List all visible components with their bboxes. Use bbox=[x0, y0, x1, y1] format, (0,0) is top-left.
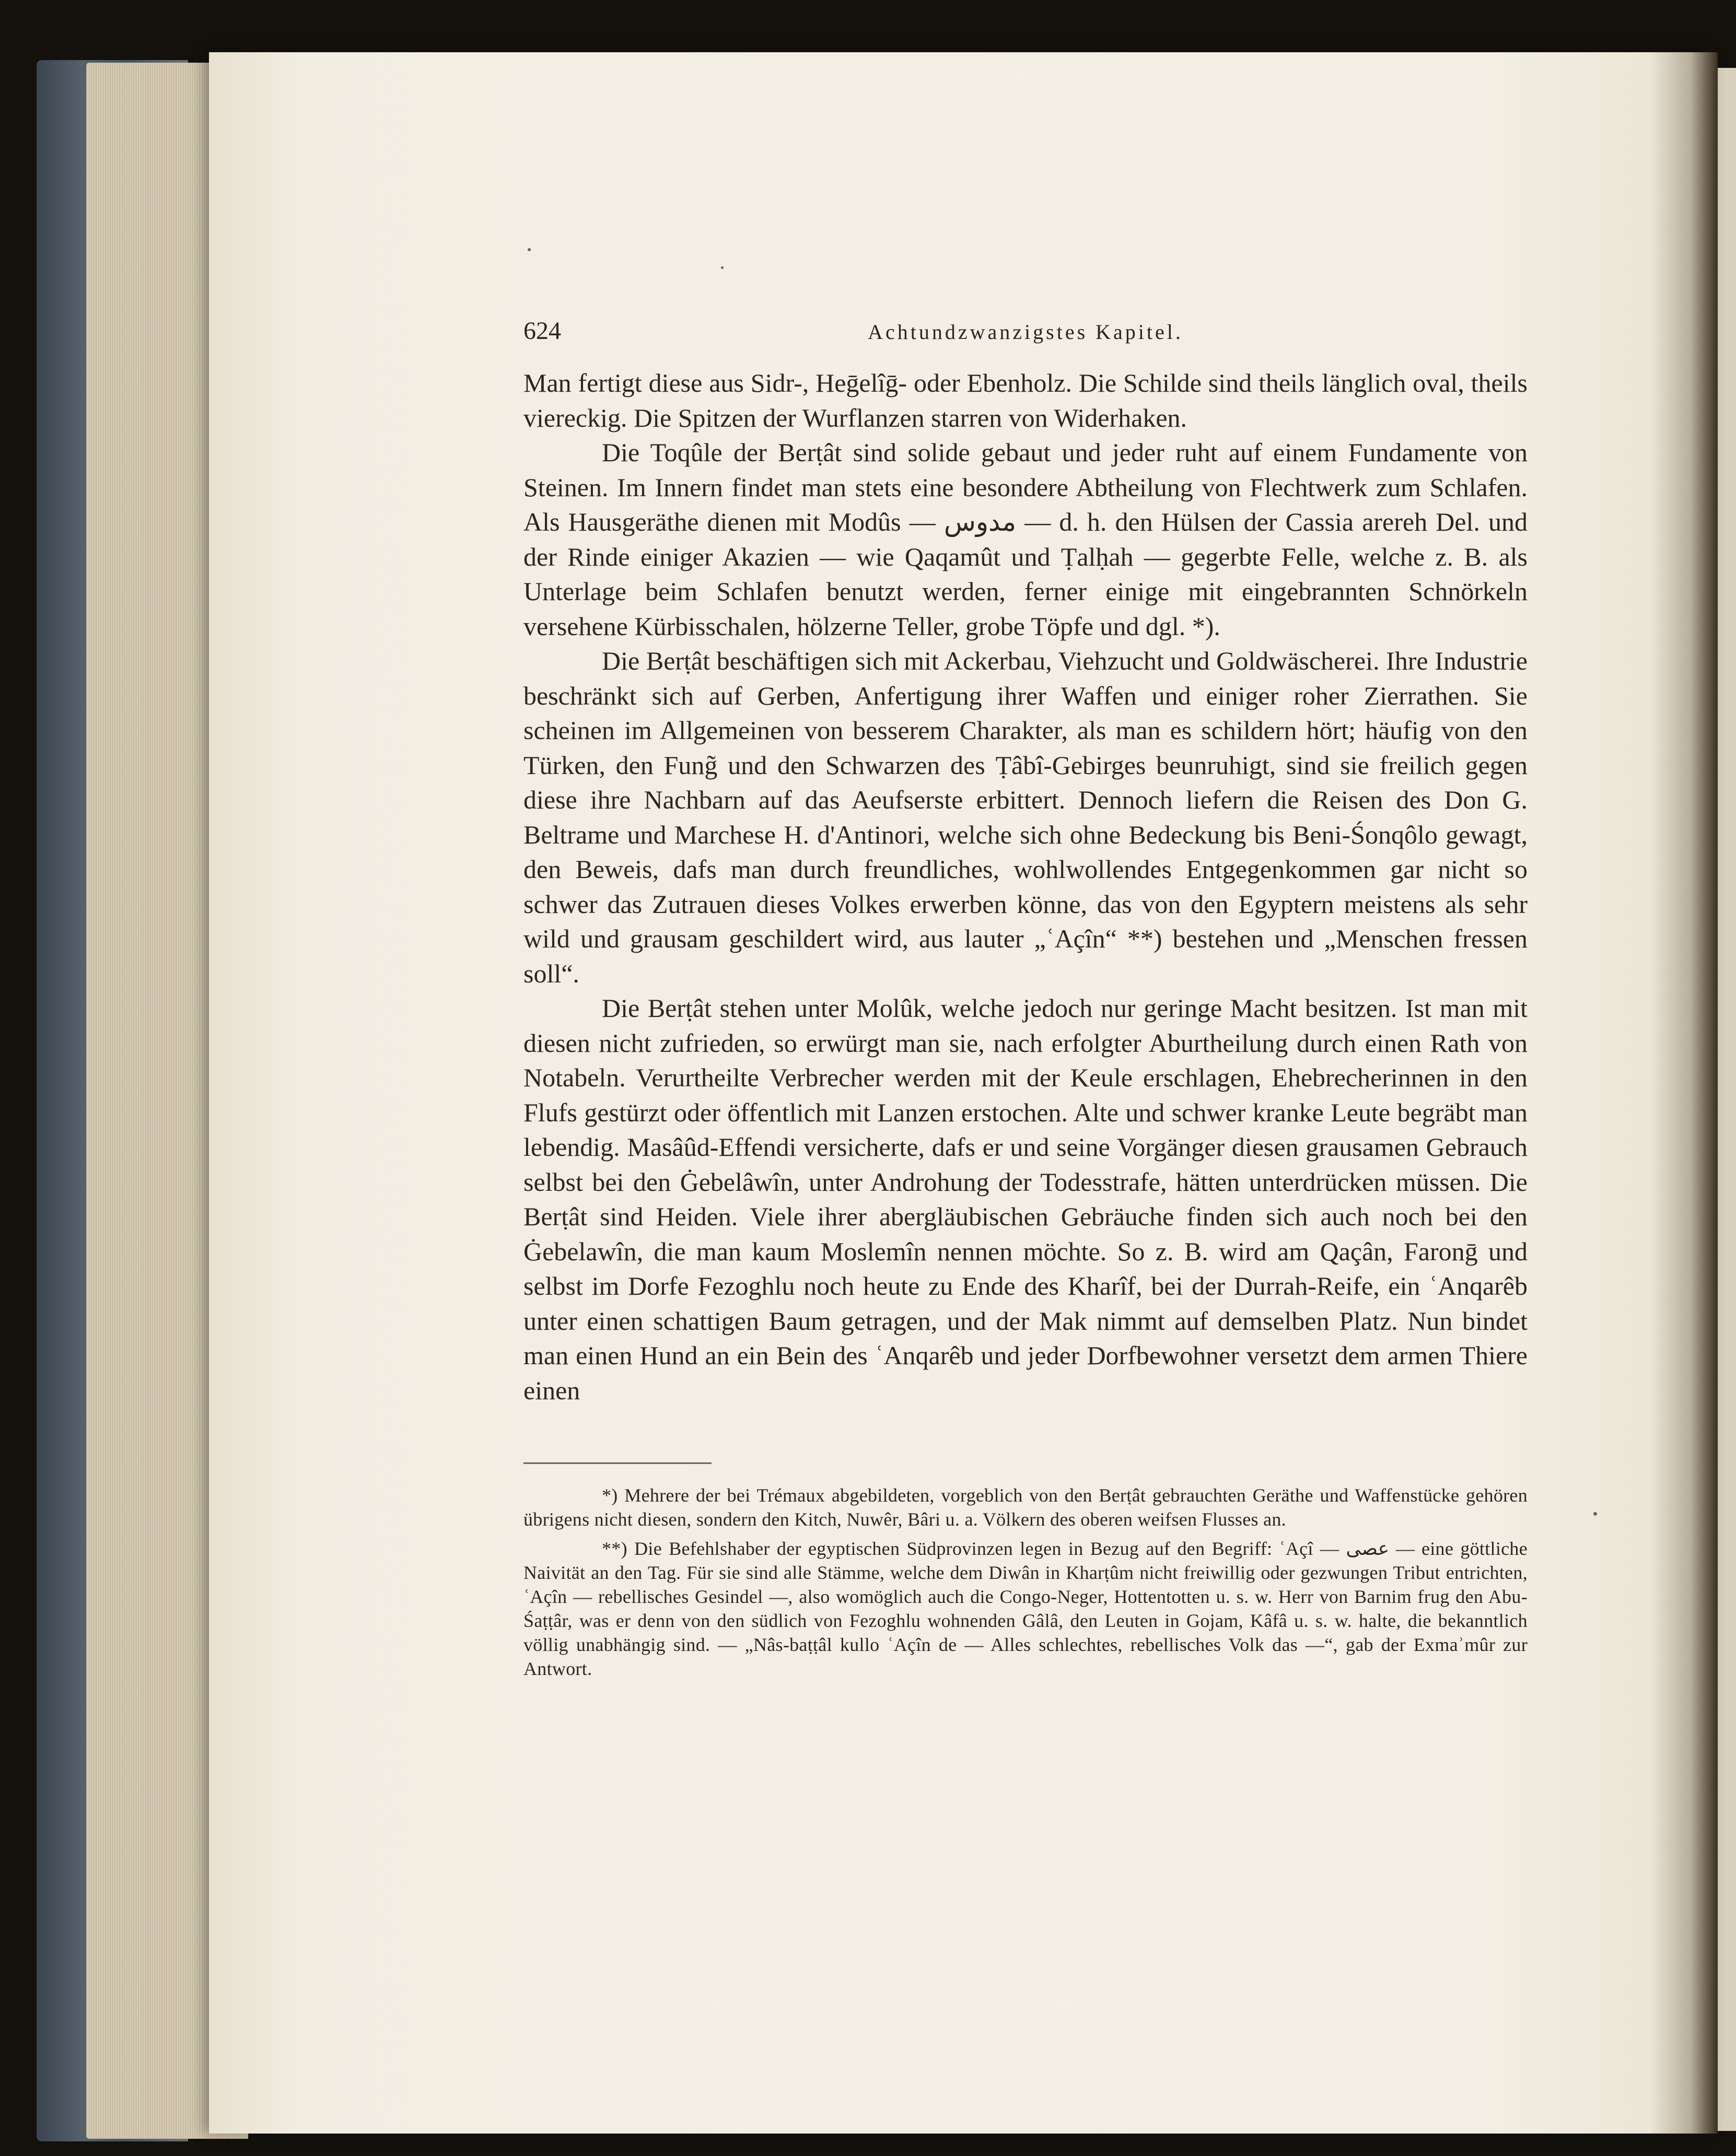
footnote: *) Mehrere der bei Trémaux abgebildeten, vorgeblich von den Berṭât gebrauchten Geräthe und Waffenstücke gehören übrigens nicht diesen, sondern den Kitch, Nuwêr, Bâri u. a. Völkern des oberen weifsen Flusses an. bbox=[523, 1485, 1528, 1530]
page-gutter-shadow bbox=[1650, 52, 1718, 2134]
paragraph: Die Toqûle der Berṭât sind solide gebaut und jeder ruht auf einem Fundamente von Steinen. Im Innern findet man stets eine besondere Abtheilung von Flechtwerk zum Schlafen. Als Hausgeräthe dienen mit Modûs — مدوس — d. h. den Hülsen der Cassia arereh Del. und der Rinde einiger Akazien — wie Qaqamût und Ṭalḥah — gegerbte Felle, welche z. B. als Unterlage beim Schlafen benutzt werden, ferner einige mit eingebrannten Schnörkeln versehene Kürbisschalen, hölzerne Teller, grobe Töpfe und dgl. *). bbox=[523, 438, 1528, 641]
paragraph: Man fertigt diese aus Sidr-, Heḡelîḡ- oder Ebenholz. Die Schilde sind theils länglich oval, theils viereckig. Die Spitzen der Wurflanzen starren von Widerhaken. bbox=[523, 368, 1528, 432]
page-number: 624 bbox=[523, 317, 561, 345]
body-text bbox=[523, 366, 1528, 1408]
paragraph: Die Berṭât stehen unter Molûk, welche jedoch nur geringe Macht besitzen. Ist man mit diesen nicht zufrieden, so erwürgt man sie, nach erfolgter Aburtheilung durch einen Rath von Notabeln. Verurtheilte Verbrecher werden mit der Keule erschlagen, Ehebrecherinnen in den Flufs gestürzt oder öffentlich mit Lanzen erstochen. Alte und schwer kranke Leute begräbt man lebendig. Masâûd-Effendi versicherte, dafs er und seine Vorgänger diesen grausamen Gebrauch selbst bei den Ġebelâwîn, unter Androhung der Todesstrafe, hätten unterdrücken müssen. Die Berṭât sind Heiden. Viele ihrer abergläubischen Gebräuche finden sich auch noch bei den Ġebelawîn, die man kaum Moslemîn nennen möchte. So z. B. wird am Qaçân, Faronḡ und selbst im Dorfe Fezoghlu noch heute zu Ende des Kharîf, bei der Durrah-Reife, ein ʿAnqarêb unter einen schattigen Baum getragen, und der Mak nimmt auf demselben Platz. Nun bindet man einen Hund an ein Bein des ʿAnqarêb und jeder Dorfbewohner versetzt dem armen Thiere einen bbox=[523, 993, 1528, 1405]
paragraph: Die Berṭât beschäftigen sich mit Ackerbau, Viehzucht und Goldwäscherei. Ihre Industrie beschränkt sich auf Gerben, Anfertigung ihrer Waffen und einiger roher Zierrathen. Sie scheinen im Allgemeinen von besserem Charakter, als man es schildern hört; häufig von den Türken, den Fung̃ und den Schwarzen des Ṭâbî-Gebirges beunruhigt, sind sie freilich gegen diese ihre Nachbarn auf das Aeufserste erbittert. Dennoch liefern die Reisen des Don G. Beltrame und Marchese H. d'Antinori, welche sich ohne Bedeckung bis Beni-Śonqôlo gewagt, den Beweis, dafs man durch freundliches, wohlwollendes Entgegenkommen gar nicht so schwer das Zutrauen dieses Volkes erwerben könne, das von den Egyptern meistens als sehr wild und grausam geschildert wird, aus lauter „ʿAçîn“ **) bestehen und „Menschen fressen soll“. bbox=[523, 646, 1528, 988]
paper-speck bbox=[1593, 1512, 1597, 1516]
paper-speck bbox=[721, 266, 724, 269]
chapter-title: Achtundzwanzigstes Kapitel. bbox=[868, 320, 1183, 344]
paper-speck bbox=[528, 248, 531, 251]
footnote-rule bbox=[523, 1462, 712, 1464]
running-head bbox=[523, 317, 1528, 358]
footnote: **) Die Befehlshaber der egyptischen Südprovinzen legen in Bezug auf den Begriff: ʿAçî — عصى — eine göttliche Naivität an den Tag. Für sie sind alle Stämme, welche dem Diwân in Kharṭûm nicht freiwillig oder gezwungen Tribut entrichten, ʿAçîn — rebellisches Gesindel —, also womöglich auch die Congo-Neger, Hottentotten u. s. w. Herr von Barnim frug den Abu-Śaṭṭâr, was er denn von den südlich von Fezoghlu wohnenden Gâlâ, den Leuten in Gojam, Kâfâ u. s. w. halte, die bekanntlich völlig unabhängig sind. — „Nâs-baṭṭâl kullo ʿAçîn de — Alles schlechtes, rebellisches Volk das —“, gab der Exmaʾmûr zur Antwort. bbox=[523, 1538, 1528, 1679]
footnotes bbox=[523, 1483, 1528, 1686]
